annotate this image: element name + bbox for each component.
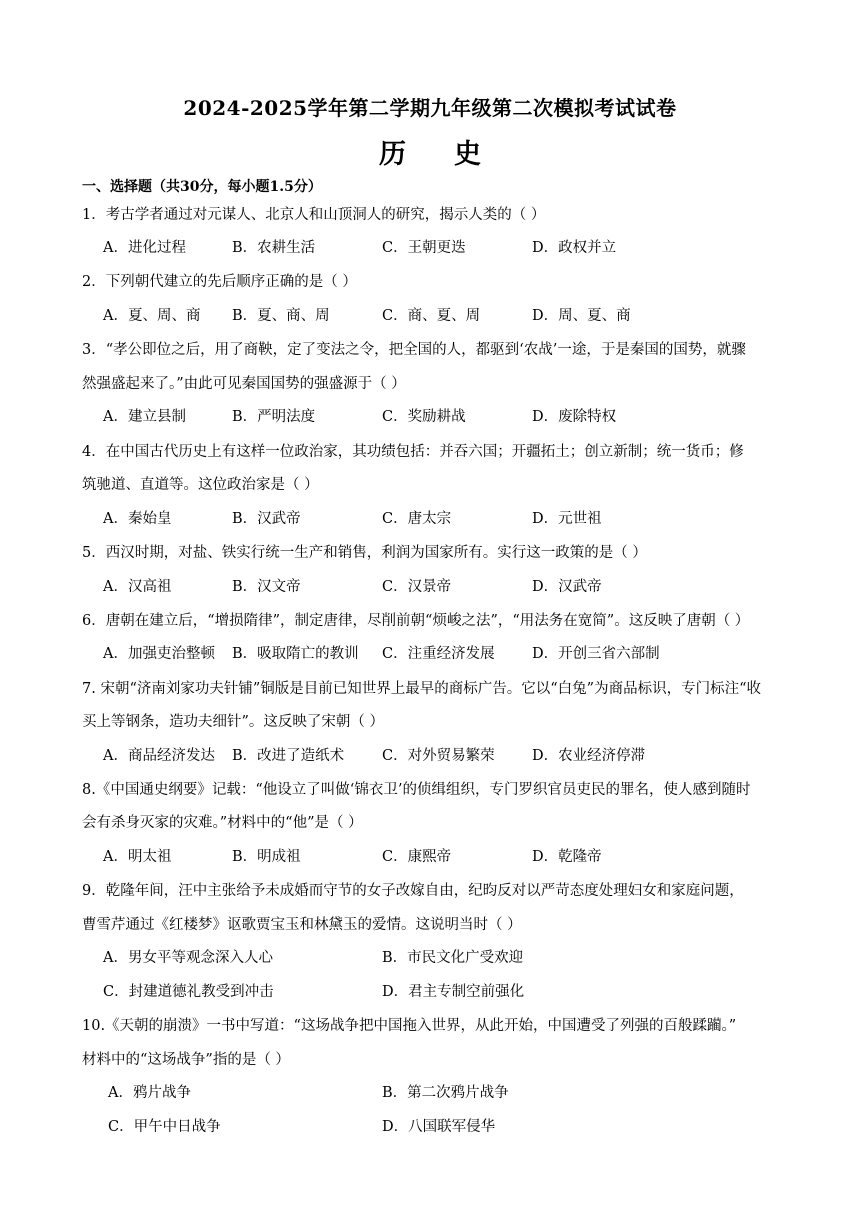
question-6-stem: 6．唐朝在建立后，“增损隋律”，制定唐律，尽削前朝“烦峻之法”，“用法务在宽简”。这反映了唐朝（ ） [82, 613, 750, 629]
question-3-option-c: C．奖励耕战 [382, 409, 466, 425]
question-3-option-a: A．建立县制 [103, 409, 186, 425]
exam-title: 2024-2025学年第二学期九年级第二次模拟考试试卷 [183, 96, 677, 120]
question-8-stem-line-1: 8.《中国通史纲要》记载：“他设立了叫做‘锦衣卫’的侦缉组织，专门罗织官员吏民的罪名，使人感到随时 [82, 782, 751, 798]
question-4-option-c: C．唐太宗 [382, 511, 452, 527]
question-9-stem-line-2: 曹雪芹通过《红楼梦》讴歌贾宝玉和林黛玉的爱情。这说明当时（ ） [82, 917, 522, 933]
question-1-stem: 1．考古学者通过对元谋人、北京人和山顶洞人的研究，揭示人类的（ ） [82, 207, 546, 223]
question-10-option-b: B．第二次鸦片战争 [382, 1085, 509, 1101]
question-7-option-b: B．改进了造纸术 [232, 748, 345, 764]
question-7-option-a: A．商品经济发达 [103, 748, 215, 764]
question-10-stem-line-1: 10.《天朝的崩溃》一书中写道：“这场战争把中国拖入世界，从此开始，中国遭受了列强的百般蹂躏。” [82, 1018, 737, 1034]
question-5-option-a: A．汉高祖 [103, 579, 172, 595]
question-6-option-a: A．加强吏治整顿 [103, 646, 215, 662]
section-heading: 一、选择题（共30分，每小题1.5分） [82, 179, 322, 195]
question-5-stem: 5．西汉时期，对盐、铁实行统一生产和销售，利润为国家所有。实行这一政策的是（ ） [82, 545, 647, 561]
question-2-option-c: C．商、夏、周 [382, 308, 481, 324]
question-1-option-b: B．农耕生活 [232, 240, 316, 256]
question-3-stem-line-1: 3．“孝公即位之后，用了商鞅，定了变法之令，把全国的人，都驱到‘农战’一途，于是秦国的国势，就骤 [82, 342, 746, 358]
question-2-option-a: A．夏、周、商 [103, 308, 201, 324]
question-10-option-a: A．鸦片战争 [108, 1085, 191, 1101]
question-8-stem-line-2: 会有杀身灭家的灾难。”材料中的“他”是（ ） [82, 815, 363, 831]
question-9-option-a: A．男女平等观念深入人心 [103, 950, 273, 966]
question-1-option-a: A．进化过程 [103, 240, 186, 256]
question-2-option-b: B．夏、商、周 [232, 308, 330, 324]
question-3-option-b: B．严明法度 [232, 409, 316, 425]
question-2-option-d: D．周、夏、商 [532, 308, 631, 324]
question-9-option-d: D．君主专制空前强化 [382, 984, 525, 1000]
question-1-option-c: C．王朝更迭 [382, 240, 466, 256]
question-7-stem-line-2: 买上等钢条，造功夫细针”。这反映了宋朝（ ） [82, 714, 385, 730]
question-8-option-d: D．乾隆帝 [532, 849, 602, 865]
question-7-option-c: C．对外贸易繁荣 [382, 748, 495, 764]
question-6-option-b: B．吸取隋亡的教训 [232, 646, 359, 662]
question-4-option-b: B．汉武帝 [232, 511, 301, 527]
question-10-stem-line-2: 材料中的“这场战争”指的是（ ） [82, 1052, 290, 1068]
subject-title [0, 132, 860, 171]
question-9-option-c: C．封建道德礼教受到冲击 [103, 984, 274, 1000]
subject-title-char-1: 历 [379, 139, 406, 170]
question-7-stem-line-1: 7. 宋朝“济南刘家功夫针铺”铜版是目前已知世界上最早的商标广告。它以“白兔”为商品标识，专门标注“收 [82, 681, 762, 697]
question-5-option-b: B．汉文帝 [232, 579, 301, 595]
question-10-option-d: D．八国联军侵华 [382, 1119, 496, 1135]
question-6-option-d: D．开创三省六部制 [532, 646, 660, 662]
question-4-stem-line-2: 筑驰道、直道等。这位政治家是（ ） [82, 477, 319, 493]
subject-title-char-2: 史 [454, 139, 481, 170]
question-8-option-b: B．明成祖 [232, 849, 301, 865]
question-9-option-b: B．市民文化广受欢迎 [382, 950, 524, 966]
question-6-option-c: C．注重经济发展 [382, 646, 495, 662]
question-8-option-a: A．明太祖 [103, 849, 172, 865]
question-8-option-c: C．康熙帝 [382, 849, 452, 865]
question-1-option-d: D．政权并立 [532, 240, 617, 256]
question-3-option-d: D．废除特权 [532, 409, 617, 425]
question-4-option-d: D．元世祖 [532, 511, 602, 527]
question-3-stem-line-2: 然强盛起来了。”由此可见秦国国势的强盛源于（ ） [82, 376, 406, 392]
question-4-option-a: A．秦始皇 [103, 511, 172, 527]
question-5-option-c: C．汉景帝 [382, 579, 452, 595]
question-2-stem: 2．下列朝代建立的先后顺序正确的是（ ） [82, 274, 357, 290]
question-7-option-d: D．农业经济停滞 [532, 748, 646, 764]
question-9-stem-line-1: 9．乾隆年间，汪中主张给予未成婚而守节的女子改嫁自由，纪昀反对以严苛态度处理妇女和家庭问题， [82, 883, 744, 899]
question-5-option-d: D．汉武帝 [532, 579, 602, 595]
question-10-option-c: C．甲午中日战争 [108, 1119, 221, 1135]
question-4-stem-line-1: 4．在中国古代历史上有这样一位政治家，其功绩包括：并吞六国；开疆拓土；创立新制；统一货币；修 [82, 444, 744, 460]
